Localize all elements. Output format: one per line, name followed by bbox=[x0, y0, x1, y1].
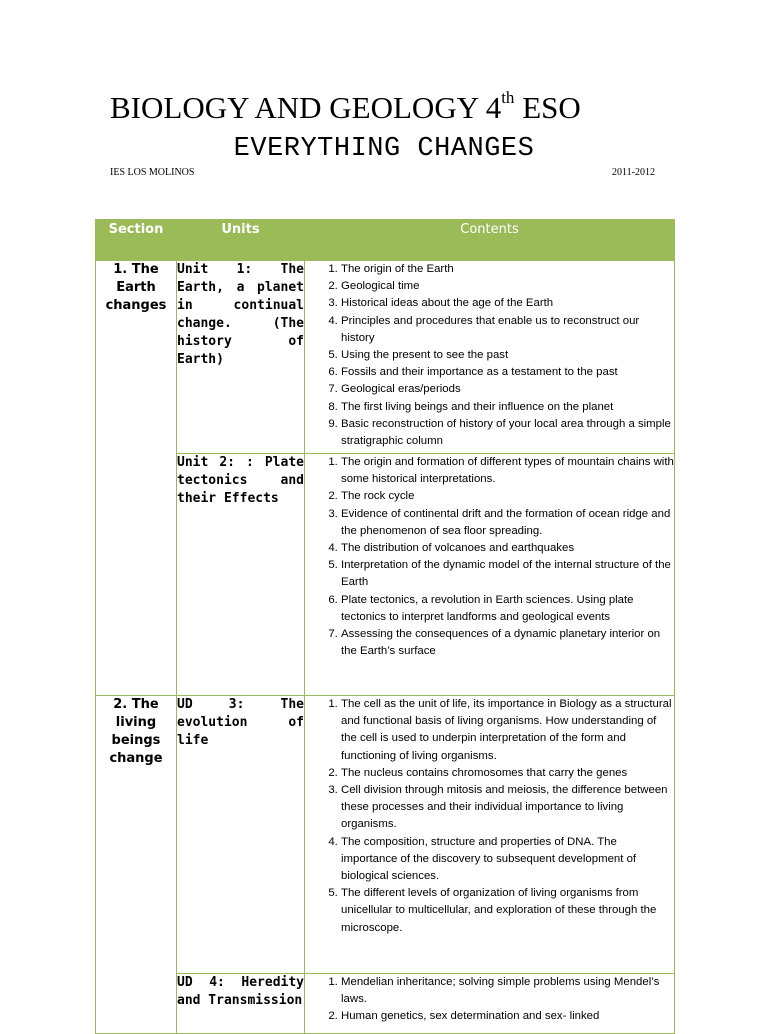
list-item: 4. Principles and procedures that enable us to reconstruct our history bbox=[341, 313, 674, 347]
header-section: Section bbox=[96, 220, 177, 261]
contents-list bbox=[305, 974, 674, 1026]
contents-cell bbox=[305, 974, 675, 1034]
list-item: 8. The first living beings and their influence on the planet bbox=[341, 399, 674, 416]
table-row bbox=[96, 261, 675, 454]
school-name: IES LOS MOLINOS bbox=[110, 167, 195, 178]
list-item: 2. The nucleus contains chromosomes that carry the genes bbox=[341, 765, 674, 782]
list-item: 6. Fossils and their importance as a testament to the past bbox=[341, 364, 674, 381]
list-item: 1. The origin and formation of different types of mountain chains with some historical interpretations. bbox=[341, 454, 674, 488]
syllabus-table bbox=[95, 219, 675, 1034]
table-header-row bbox=[96, 220, 675, 261]
list-item: 2. Geological time bbox=[341, 278, 674, 295]
document-title-text: BIOLOGY AND GEOLOGY 4 bbox=[110, 90, 502, 125]
section-cell: 1. The Earth changes bbox=[96, 261, 177, 696]
list-item: 9. Basic reconstruction of history of your local area through a simple stratigraphic column bbox=[341, 416, 674, 450]
table-row bbox=[96, 974, 675, 1034]
contents-list bbox=[305, 696, 674, 937]
table-row bbox=[96, 696, 675, 974]
contents-cell bbox=[305, 696, 675, 974]
list-item: 3. Evidence of continental drift and the formation of ocean ridge and the phenomenon of sea floor spreading. bbox=[341, 506, 674, 540]
list-item: 4. The distribution of volcanoes and earthquakes bbox=[341, 540, 674, 557]
school-year: 2011-2012 bbox=[612, 167, 655, 178]
list-item: 7. Assessing the consequences of a dynamic planetary interior on the Earth’s surface bbox=[341, 626, 674, 660]
list-item: 6. Plate tectonics, a revolution in Earth sciences. Using plate tectonics to interpret landforms and geological events bbox=[341, 592, 674, 626]
list-item: 5. The different levels of organization of living organisms from unicellular to multicellular, and exploration of these through the microscope. bbox=[341, 885, 674, 937]
contents-list bbox=[305, 454, 674, 660]
list-item: 2. Human genetics, sex determination and sex- linked bbox=[341, 1008, 674, 1025]
unit-cell: Unit 1: The Earth, a planet in continual change. (The history of Earth) bbox=[177, 261, 305, 454]
unit-cell: Unit 2: : Plate tectonics and their Effects bbox=[177, 454, 305, 696]
header-units: Units bbox=[177, 220, 305, 261]
section-cell: 2. The living beings change bbox=[96, 696, 177, 1034]
header-contents: Contents bbox=[305, 220, 675, 261]
document-title bbox=[110, 88, 581, 128]
contents-list bbox=[305, 261, 674, 450]
list-item: 7. Geological eras/periods bbox=[341, 381, 674, 398]
list-item: 1. The cell as the unit of life, its importance in Biology as a structural and functional basis of living organisms. How understanding of the cell is used to underpin interpretation of the form and functioning of living organisms. bbox=[341, 696, 674, 765]
table-row bbox=[96, 454, 675, 696]
list-item: 4. The composition, structure and properties of DNA. The importance of the discovery to subsequent development of biological sciences. bbox=[341, 834, 674, 886]
unit-cell: UD 4: Heredity and Transmission bbox=[177, 974, 305, 1034]
unit-cell: UD 3: The evolution of life bbox=[177, 696, 305, 974]
list-item: 2. The rock cycle bbox=[341, 488, 674, 505]
contents-cell bbox=[305, 454, 675, 696]
contents-cell bbox=[305, 261, 675, 454]
document-title-suffix: ESO bbox=[514, 90, 581, 125]
list-item: 1. Mendelian inheritance; solving simple problems using Mendel’s laws. bbox=[341, 974, 674, 1008]
list-item: 5. Interpretation of the dynamic model of the internal structure of the Earth bbox=[341, 557, 674, 591]
document-subtitle: EVERYTHING CHANGES bbox=[233, 134, 535, 164]
list-item: 3. Historical ideas about the age of the Earth bbox=[341, 295, 674, 312]
list-item: 3. Cell division through mitosis and meiosis, the difference between these processes and their individual importance to living organisms. bbox=[341, 782, 674, 834]
document-title-superscript: th bbox=[501, 88, 515, 107]
list-item: 5. Using the present to see the past bbox=[341, 347, 674, 364]
list-item: 1. The origin of the Earth bbox=[341, 261, 674, 278]
